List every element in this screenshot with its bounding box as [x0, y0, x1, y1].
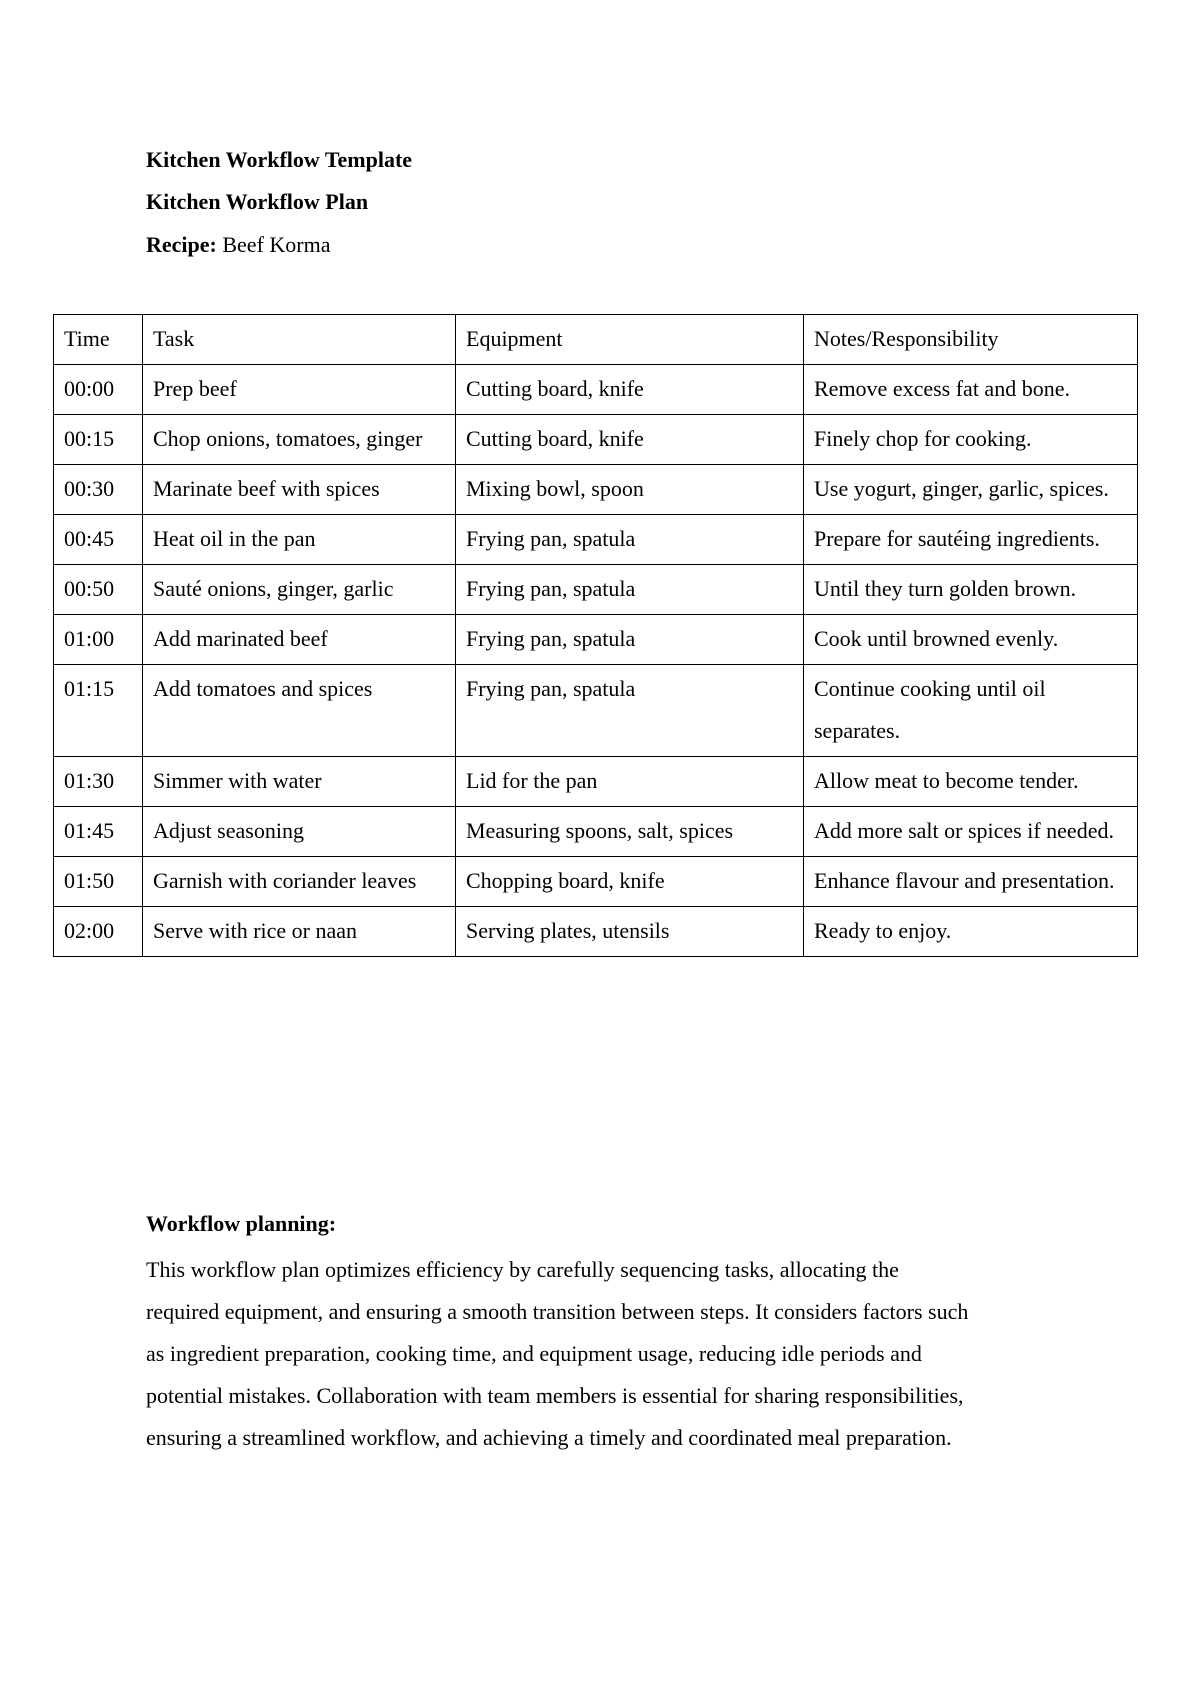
paragraph-line: ensuring a streamlined workflow, and achieving a timely and coordinated meal preparation.: [146, 1425, 952, 1450]
cell-notes: Finely chop for cooking.: [804, 415, 1138, 465]
cell-task: Serve with rice or naan: [143, 907, 456, 957]
workflow-table: [53, 314, 1138, 957]
cell-equipment: Mixing bowl, spoon: [456, 465, 804, 515]
cell-notes: Enhance flavour and presentation.: [804, 857, 1138, 907]
cell-equipment: Chopping board, knife: [456, 857, 804, 907]
header-task: Task: [143, 315, 456, 365]
cell-notes: Until they turn golden brown.: [804, 565, 1138, 615]
workflow-planning-title: Workflow planning:: [146, 1211, 337, 1236]
cell-time: 00:50: [54, 565, 143, 615]
table-row: [54, 757, 1138, 807]
cell-task: Prep beef: [143, 365, 456, 415]
paragraph-line: potential mistakes. Collaboration with team members is essential for sharing responsibilities,: [146, 1383, 964, 1408]
cell-equipment: Serving plates, utensils: [456, 907, 804, 957]
table-row: [54, 465, 1138, 515]
cell-task: Add marinated beef: [143, 615, 456, 665]
cell-time: 02:00: [54, 907, 143, 957]
paragraph-line: required equipment, and ensuring a smooth transition between steps. It considers factors such: [146, 1299, 969, 1324]
cell-time: 00:30: [54, 465, 143, 515]
workflow-table-body: [54, 315, 1138, 957]
document-title: Kitchen Workflow Template: [146, 147, 413, 172]
table-row: [54, 665, 1138, 757]
cell-task: Marinate beef with spices: [143, 465, 456, 515]
cell-time: 01:30: [54, 757, 143, 807]
cell-equipment: Cutting board, knife: [456, 365, 804, 415]
cell-time: 01:15: [54, 665, 143, 757]
recipe-value: Beef Korma: [216, 232, 331, 257]
cell-time: 00:45: [54, 515, 143, 565]
table-row: [54, 807, 1138, 857]
cell-time: 01:50: [54, 857, 143, 907]
recipe-line: [146, 231, 330, 259]
cell-notes: Add more salt or spices if needed.: [804, 807, 1138, 857]
table-row: [54, 515, 1138, 565]
cell-notes: Cook until browned evenly.: [804, 615, 1138, 665]
cell-time: 01:45: [54, 807, 143, 857]
cell-task: Add tomatoes and spices: [143, 665, 456, 757]
cell-notes: Use yogurt, ginger, garlic, spices.: [804, 465, 1138, 515]
header-time: Time: [54, 315, 143, 365]
cell-time: 01:00: [54, 615, 143, 665]
table-row: [54, 857, 1138, 907]
workflow-planning-paragraph: [146, 1249, 1066, 1459]
header-equipment: Equipment: [456, 315, 804, 365]
cell-task: Heat oil in the pan: [143, 515, 456, 565]
table-row: [54, 365, 1138, 415]
cell-notes: Allow meat to become tender.: [804, 757, 1138, 807]
cell-equipment: Frying pan, spatula: [456, 515, 804, 565]
cell-equipment: Frying pan, spatula: [456, 665, 804, 757]
table-row: [54, 415, 1138, 465]
cell-equipment: Cutting board, knife: [456, 415, 804, 465]
recipe-label: Recipe:: [146, 232, 217, 257]
cell-equipment: Measuring spoons, salt, spices: [456, 807, 804, 857]
cell-equipment: Frying pan, spatula: [456, 565, 804, 615]
cell-notes: Continue cooking until oil separates.: [804, 665, 1138, 757]
cell-time: 00:00: [54, 365, 143, 415]
paragraph-line: This workflow plan optimizes efficiency by carefully sequencing tasks, allocating the: [146, 1257, 899, 1282]
table-row: [54, 615, 1138, 665]
paragraph-line: as ingredient preparation, cooking time, and equipment usage, reducing idle periods and: [146, 1341, 922, 1366]
cell-task: Sauté onions, ginger, garlic: [143, 565, 456, 615]
cell-notes: Prepare for sautéing ingredients.: [804, 515, 1138, 565]
cell-equipment: Lid for the pan: [456, 757, 804, 807]
cell-notes: Ready to enjoy.: [804, 907, 1138, 957]
document-subtitle: Kitchen Workflow Plan: [146, 189, 369, 214]
cell-task: Adjust seasoning: [143, 807, 456, 857]
cell-task: Garnish with coriander leaves: [143, 857, 456, 907]
table-row: [54, 565, 1138, 615]
cell-task: Chop onions, tomatoes, ginger: [143, 415, 456, 465]
table-header-row: [54, 315, 1138, 365]
header-notes: Notes/Responsibility: [804, 315, 1138, 365]
table-row: [54, 907, 1138, 957]
cell-time: 00:15: [54, 415, 143, 465]
cell-task: Simmer with water: [143, 757, 456, 807]
cell-notes: Remove excess fat and bone.: [804, 365, 1138, 415]
cell-equipment: Frying pan, spatula: [456, 615, 804, 665]
